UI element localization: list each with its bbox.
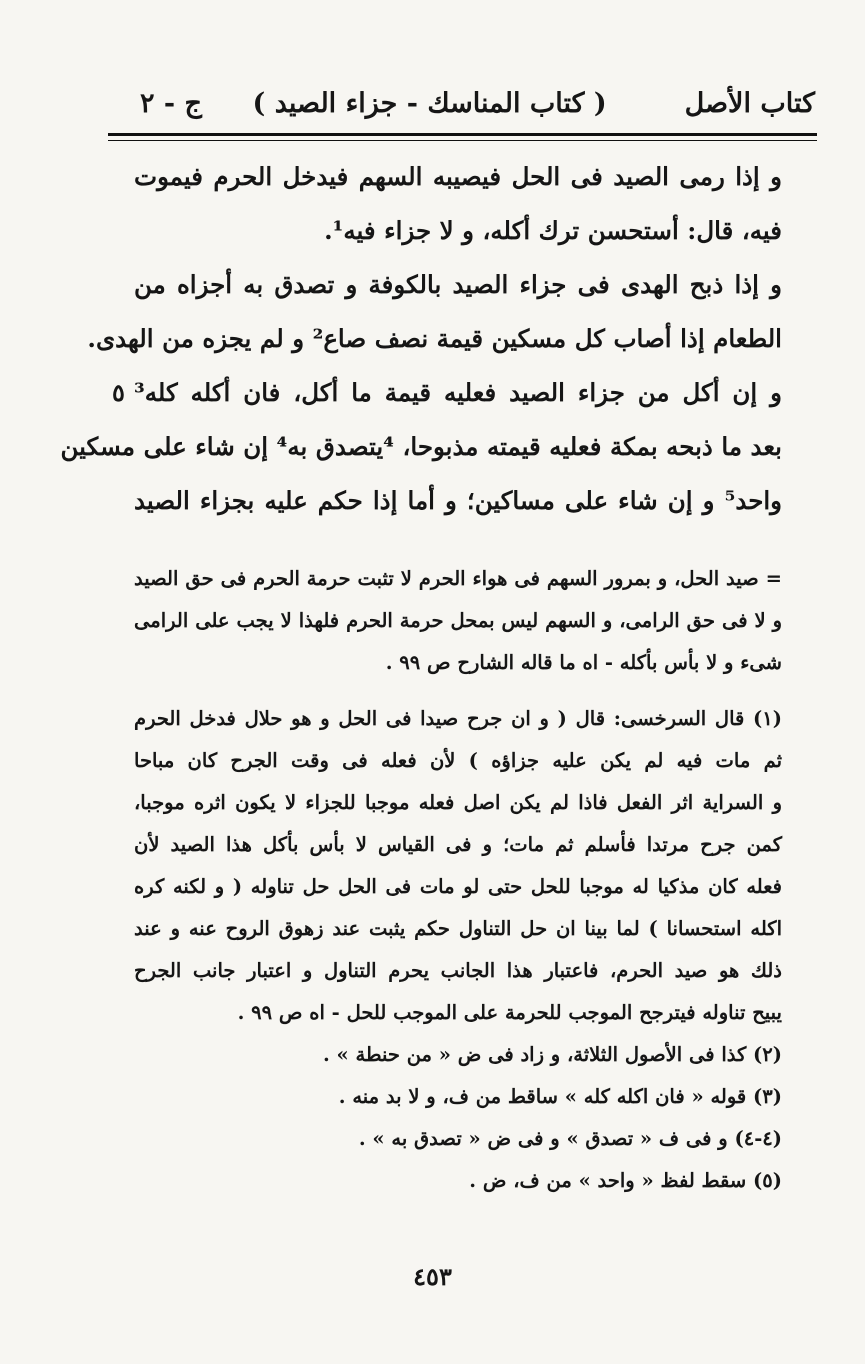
footnote-1-line: فعله كان مذكيا له موجبا للحل حتى لو مات فى الحل حل تناوله ( و لكنه كره [134, 875, 782, 898]
footnote-1-line: اكله استحسانا ) لما بينا ان حل التناول حكم يثبت عند زهوق الروح عنه و عند [134, 917, 782, 940]
main-line: فيه، قال: أستحسن ترك أكله، و لا جزاء فيه¹. [324, 216, 782, 245]
main-line: و إن أكل من جزاء الصيد فعليه قيمة ما أكل، فان أكله كله³ [134, 378, 782, 407]
main-line: و إذا رمى الصيد فى الحل فيصيبه السهم فيدخل الحرم فيموت [134, 162, 782, 191]
footnote-1-line: ذلك هو صيد الحرم، فاعتبار هذا الجانب يحرم التناول و اعتبار جانب الجرح [134, 959, 782, 982]
footnote-4: (٤-٤) و فى ف « تصدق » و فى ض « تصدق به » . [358, 1127, 782, 1150]
footnote-1-line: (١) قال السرخسى: قال ( و ان جرح صيدا فى الحل و هو حلال فدخل الحرم [134, 707, 782, 730]
footnote-3: (٣) قوله « فان اكله كله » ساقط من ف، و لا بد منه . [338, 1085, 782, 1108]
footnote-1-line: كمن جرح مرتدا فأسلم ثم مات؛ و فى القياس لا بأس بأكل هذا الصيد لأن [134, 833, 782, 856]
book-title: كتاب الأصل [684, 87, 815, 119]
footnote-5: (٥) سقط لفظ « واحد » من ف، ض . [469, 1169, 782, 1192]
running-header [132, 76, 825, 130]
main-line: الطعام إذا أصاب كل مسكين قيمة نصف صاع² و لم يجزه من الهدى. [87, 324, 782, 353]
page-number: ٤٥٣ [413, 1262, 452, 1291]
main-line: بعد ما ذبحه بمكة فعليه قيمته مذبوحا، ⁴يتصدق به⁴ إن شاء على مسكين [60, 432, 782, 461]
line-number: ٥ [112, 378, 125, 407]
footnote-1-line: يبيح تناوله فيترجح الموجب للحرمة على الموجب للحل - اه ص ٩٩ . [237, 1001, 782, 1024]
header-rule-thick [108, 133, 817, 136]
section-title: ( كتاب المناسك - جزاء الصيد ) [252, 87, 607, 119]
footnote-1-line: و السراية اثر الفعل فاذا لم يكن اصل فعله موجبا للجزاء لا يكون اثره موجبا، [134, 791, 782, 814]
footnote-1-line: ثم مات فيه لم يكن عليه جزاؤه ) لأن فعله فى وقت الجرح كان مباحا [134, 749, 782, 772]
main-text [60, 150, 782, 528]
header-rule-thin [108, 140, 817, 141]
footnotes [134, 558, 782, 1202]
main-line: واحد⁵ و إن شاء على مساكين؛ و أما إذا حكم عليه بجزاء الصيد [134, 486, 782, 515]
footnote-continuation-line: شىء و لا بأس بأكله - اه ما قاله الشارح ص ٩٩ . [385, 651, 782, 674]
footnote-continuation-line: و لا فى حق الرامى، و السهم ليس بمحل حرمة الحرم فلهذا لا يجب على الرامى [134, 609, 782, 632]
main-line: و إذا ذبح الهدى فى جزاء الصيد بالكوفة و تصدق به أجزاه من [134, 270, 782, 299]
footnote-continuation-line: = صيد الحل، و بمرور السهم فى هواء الحرم لا تثبت حرمة الحرم فى حق الصيد [134, 567, 782, 590]
volume-number: ج - ٢ [140, 87, 202, 119]
footnote-2: (٢) كذا فى الأصول الثلاثة، و زاد فى ض « من حنطة » . [322, 1043, 782, 1066]
